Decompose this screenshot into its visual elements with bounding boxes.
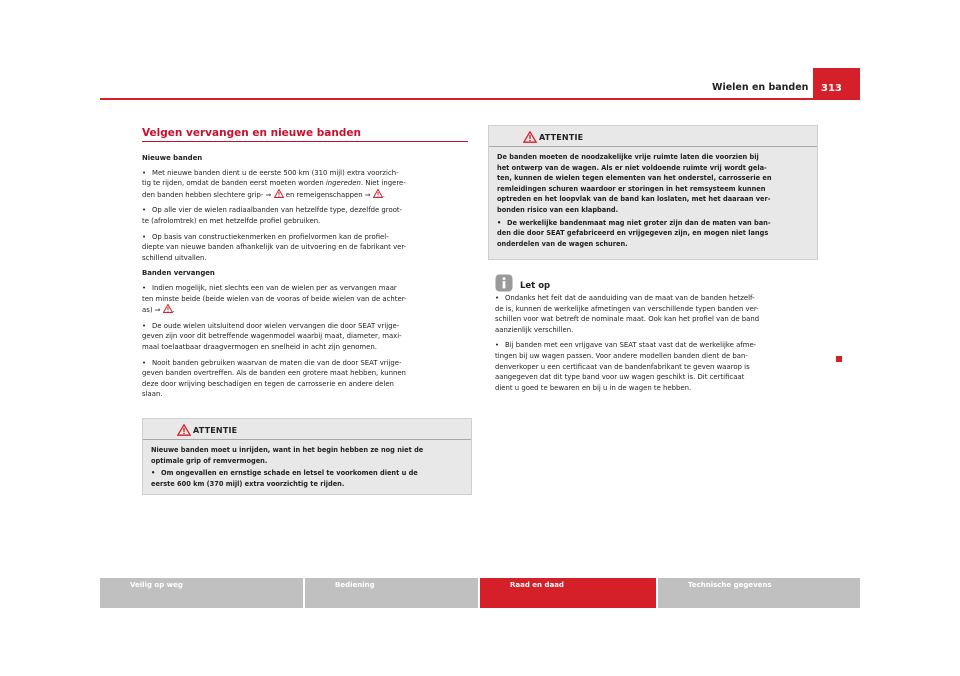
- warning-body: [143, 440, 471, 489]
- bullet: •: [142, 283, 147, 292]
- list-item: • De oude wielen uitsluitend door wielen vervangen die door SEAT vrijge- geven zijn voor dit betreffende wagenmodel waarbij maat, diameter, maxi- maal toelaatbaar draagvermogen en snelheid in acht zijn genomen.: [142, 321, 402, 351]
- warning-triangle-icon[interactable]: [373, 189, 383, 198]
- running-header: Wielen en banden: [712, 82, 809, 93]
- bullet: •: [142, 232, 147, 241]
- bullet: •: [142, 321, 147, 330]
- section-title: Velgen vervangen en nieuwe banden: [142, 127, 361, 139]
- tab-bediening[interactable]: Bediening: [305, 578, 478, 608]
- warning-triangle-icon[interactable]: [274, 189, 284, 198]
- left-column: [142, 153, 472, 405]
- warning-box-left: [142, 418, 472, 495]
- warning-triangle-icon: [523, 131, 537, 143]
- header-rule: [100, 98, 860, 100]
- bullet: •: [142, 168, 147, 177]
- list-item: • Indien mogelijk, niet slechts een van de wielen per as vervangen maar ten minste beide (beide wielen van de vooras of beide wielen van de achter- as) ⇒ .: [142, 283, 407, 315]
- bullet: •: [151, 469, 156, 478]
- warning-triangle-icon[interactable]: [163, 304, 173, 313]
- list-item: • Op alle vier de wielen radiaalbanden van hetzelfde type, dezelfde groot- te (afrolomtrek) en met hetzelfde profiel gebruiken.: [142, 206, 403, 225]
- subheading-replace-tires: Banden vervangen: [142, 269, 215, 278]
- warning-body: [489, 147, 817, 249]
- title-rule: [142, 141, 468, 142]
- warning-paragraph: • Om ongevallen en ernstige schade en letsel te voorkomen dient u de eerste 600 km (370 mijl) extra voorzichtig te rijden.: [151, 469, 418, 488]
- warning-label: ATTENTIE: [193, 426, 238, 435]
- warning-triangle-icon: [177, 424, 191, 436]
- subheading-new-tires: Nieuwe banden: [142, 154, 203, 162]
- bullet: •: [495, 294, 500, 302]
- list-item: • Bij banden met een vrijgave van SEAT staat vast dat de werkelijke afme- tingen bij uw wagen passen. Voor andere modellen banden dient de ban- denverkoper u een certificaat van de bandenfabrikant te geven waarop is aangegeven dat dit type band voor uw wagen geschikt is. Dit certificaat dient u goed te bewaren en bij u in de wagen te hebben.: [495, 341, 757, 392]
- tab-veilig-op-weg[interactable]: Veilig op weg: [100, 578, 303, 608]
- tab-technische-gegevens[interactable]: Technische gegevens: [658, 578, 860, 608]
- list-item: • Nooit banden gebruiken waarvan de maten die van de door SEAT vrijge- geven banden overtreffen. Als de banden een grotere maat hebben, kunnen deze door wrijving beschadigen en tegen de carrosserie en andere delen slaan.: [142, 358, 406, 399]
- warning-paragraph: • De werkelijke bandenmaat mag niet groter zijn dan de maten van ban- den die door SEAT gefabriceerd en vrijgegeven zijn, en mogen niet langs onderdelen van de wagen schuren.: [497, 218, 771, 248]
- note-label: Let op: [520, 281, 551, 291]
- note-text: [495, 293, 825, 398]
- list-item: • Met nieuwe banden dient u de eerste 500 km (310 mijl) extra voorzich- tig te rijden, omdat de banden eerst moeten worden ingereden. Niet ingere- den banden hebben slechtere grip- ⇒ en remeigenschappen ⇒ .: [142, 168, 406, 199]
- info-note-icon: [495, 274, 513, 292]
- footer-nav: [100, 578, 860, 608]
- section-end-marker: [836, 356, 842, 362]
- warning-paragraph: De banden moeten de noodzakelijke vrije ruimte laten die voorzien bij het ontwerp van de wagen. Als er niet voldoende ruimte vrij wordt gela- ten, kunnen de wielen tegen elementen van het onderstel, carrosserie en remleidingen schuren waardoor er storingen in het remsysteem kunnen optreden en het loopvlak van de band kan loslaten, met het daaraan ver- bonden risico van een klapband.: [497, 153, 772, 214]
- warning-label: ATTENTIE: [539, 133, 584, 142]
- tab-raad-en-daad[interactable]: Raad en daad: [480, 578, 656, 608]
- warning-box-right: [488, 125, 818, 260]
- warning-paragraph: Nieuwe banden moet u inrijden, want in het begin hebben ze nog niet de optimale grip of remvermogen.: [151, 446, 424, 465]
- list-item: • Op basis van constructiekenmerken en profielvormen kan de profiel- diepte van nieuwe banden afhankelijk van de uitvoering en de fabrikant ver- schillend uitvallen.: [142, 232, 407, 262]
- bullet: •: [495, 341, 500, 350]
- bullet: •: [142, 206, 147, 215]
- page-number: 313: [813, 68, 860, 98]
- warning-header: [489, 126, 817, 147]
- warning-header: [143, 419, 471, 440]
- bullet: •: [497, 218, 502, 227]
- bullet: •: [142, 358, 147, 367]
- list-item: • Ondanks het feit dat de aanduiding van de maat van de banden hetzelf- de is, kunnen de werkelijke afmetingen van verschillende typen banden ver- schillen voor wat betreft de nominale maat. Ook kan het profiel van de band aanzienlijk verschillen.: [495, 294, 760, 334]
